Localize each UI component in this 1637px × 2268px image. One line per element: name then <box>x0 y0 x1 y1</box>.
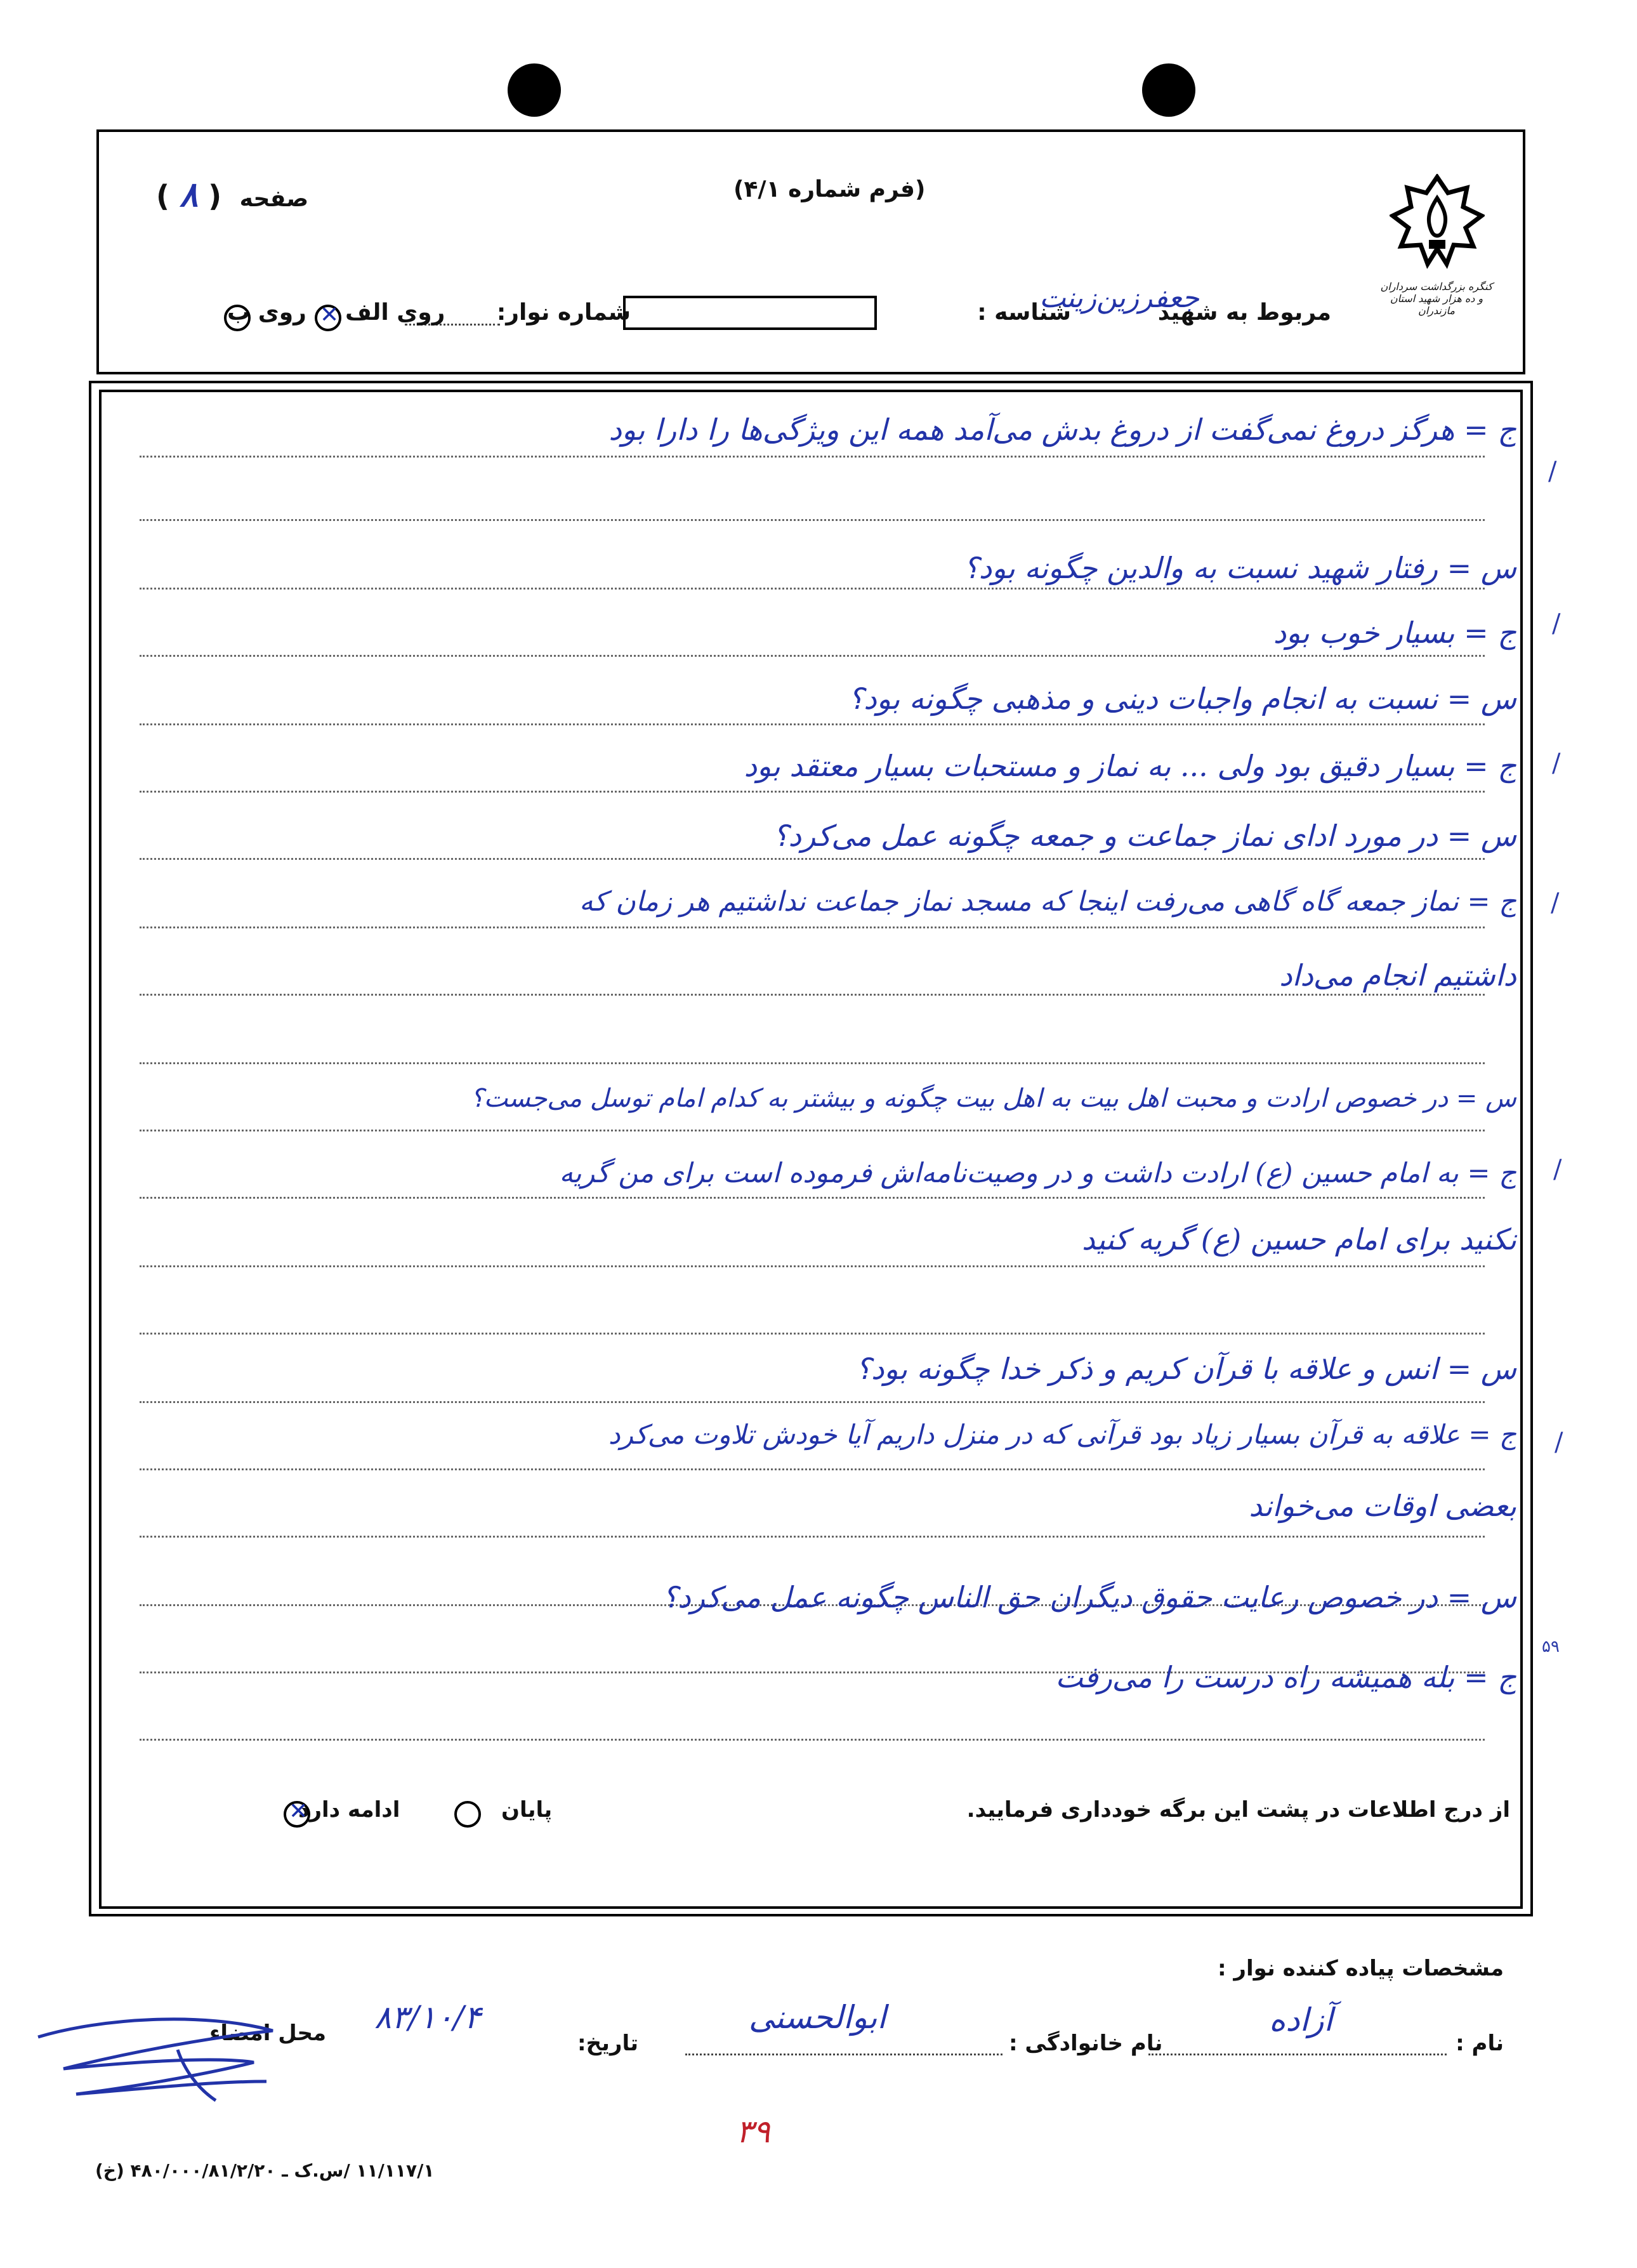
margin-tick: / <box>1553 1155 1562 1184</box>
continue-checkbox[interactable] <box>284 1801 310 1828</box>
transcript-line: بعضی اوقات می‌خواند <box>1249 1489 1516 1523</box>
header-box <box>96 129 1525 374</box>
transcript-line: ج = بله همیشه راه درست را می‌رفت <box>1055 1660 1516 1694</box>
side-a-label: روی الف <box>345 300 445 326</box>
family-label: نام خانوادگی : <box>1009 2031 1163 2056</box>
martyr-name: جعفرزین‌زینت <box>1039 282 1199 314</box>
name-label: نام : <box>1456 2031 1504 2056</box>
rule-line <box>140 1062 1485 1064</box>
margin-tick: / <box>1555 1428 1563 1457</box>
margin-note: ۵۹ <box>1542 1637 1560 1656</box>
punch-hole-left <box>508 63 561 117</box>
id-label: شناسه : <box>977 300 1071 326</box>
back-side-notice: از درج اطلاعات در پشت این برگه خودداری فرمایید. <box>966 1797 1510 1823</box>
rule-line <box>140 1739 1485 1741</box>
rule-line <box>140 723 1485 725</box>
transcript-line: س = رفتار شهید نسبت به والدین چگونه بود؟ <box>963 551 1516 585</box>
transcript-line: ج = به امام حسین (ع) ارادت داشت و در وصیت‌نامه‌اش فرموده است برای من گریه <box>559 1157 1516 1189</box>
handwritten-page-number: ۳۹ <box>736 2113 770 2150</box>
end-label: پایان <box>501 1797 553 1823</box>
name-value: آزاده <box>1269 2001 1333 2038</box>
family-field[interactable] <box>685 2054 1003 2055</box>
side-b-label: روی ب <box>227 300 306 326</box>
transcript-line: س = نسبت به انجام واجبات دینی و مذهبی چگونه بود؟ <box>848 682 1516 716</box>
transcript-line: نکنید برای امام حسین (ع) گریه کنید <box>1082 1222 1516 1256</box>
punch-hole-right <box>1142 63 1195 117</box>
date-label: تاریخ: <box>577 2031 638 2056</box>
transcript-line: ج = بسیار دقیق بود ولی ... به نماز و مستحبات بسیار معتقد بود <box>744 749 1516 783</box>
margin-tick: / <box>1548 457 1557 486</box>
transcript-line: س = در خصوص رعایت حقوق دیگران حق الناس چگونه عمل می‌کرد؟ <box>662 1580 1516 1614</box>
page-label-group: صفحه ( ۸ ) <box>156 174 309 214</box>
rule-line <box>140 1265 1485 1267</box>
rule-line <box>140 926 1485 928</box>
signature-label: محل امضاء <box>209 2021 327 2046</box>
rule-line <box>140 791 1485 793</box>
form-title: (فرم شماره ۴/۱) <box>733 176 926 202</box>
page-label: صفحه <box>239 186 309 212</box>
transcript-line: س = انس و علاقه با قرآن کریم و ذکر خدا چگونه بود؟ <box>855 1352 1516 1386</box>
transcript-line: ج = هرگز دروغ نمی‌گفت از دروغ بدش می‌آمد همه این ویژگی‌ها را دارا بود <box>608 412 1516 447</box>
transcript-line: س = در خصوص ارادت و محبت اهل بیت به اهل بیت چگونه و بیشتر به کدام امام توسل می‌جست؟ <box>470 1084 1516 1113</box>
rule-line <box>140 1197 1485 1199</box>
transcript-line: ج = بسیار خوب بود <box>1273 616 1516 650</box>
margin-tick: / <box>1552 749 1561 778</box>
margin-tick: / <box>1552 609 1561 638</box>
margin-tick: / <box>1551 888 1560 918</box>
side-a-checkbox[interactable] <box>315 305 341 331</box>
tape-number-label: شماره نوار: <box>496 300 631 326</box>
family-value: ابوالحسنی <box>749 1999 886 2036</box>
organization-name: کنگره بزرگداشت سرداران و ده هزار شهید استان مازندران <box>1380 280 1493 317</box>
id-field[interactable] <box>623 296 877 330</box>
date-value: ۸۳/۱۰/۴ <box>374 1999 481 2036</box>
martyr-label: مربوط به شهید <box>1157 300 1331 326</box>
rule-line <box>140 1468 1485 1470</box>
rule-line <box>140 1130 1485 1131</box>
rule-line <box>140 994 1485 996</box>
signature <box>25 1993 292 2107</box>
name-field[interactable] <box>1148 2054 1447 2055</box>
rule-line <box>140 858 1485 860</box>
rule-line <box>140 655 1485 657</box>
transcript-line: ج = نماز جمعه گاه گاهی می‌رفت اینجا که مسجد نماز جماعت نداشتیم هر زمان که <box>579 886 1516 918</box>
page-number: ۸ <box>180 174 199 214</box>
organization-logo <box>1390 174 1485 269</box>
end-checkbox[interactable] <box>454 1801 481 1828</box>
transcriber-section-title: مشخصات پیاده کننده نوار : <box>1217 1956 1504 1981</box>
rule-line <box>140 1536 1485 1538</box>
rule-line <box>140 456 1485 458</box>
transcript-line: ج = علاقه به قرآن بسیار زیاد بود قرآنی که در منزل داریم آیا خودش تلاوت می‌کرد <box>608 1419 1516 1450</box>
rule-line <box>140 1401 1485 1403</box>
rule-line <box>140 519 1485 521</box>
form-code: ۱۱/۱۱۷/۱ /س.ک ـ ۴۸۰/۰۰۰/۸۱/۲/۲۰ (خ) <box>95 2160 435 2181</box>
rule-line <box>140 588 1485 590</box>
transcript-line: س = در مورد ادای نماز جماعت و جمعه چگونه عمل می‌کرد؟ <box>773 819 1516 853</box>
continue-label: ادامه دارد <box>298 1797 400 1823</box>
rule-line <box>140 1333 1485 1335</box>
side-b-checkbox[interactable] <box>224 305 251 331</box>
transcript-line: داشتیم انجام می‌داد <box>1279 958 1516 992</box>
